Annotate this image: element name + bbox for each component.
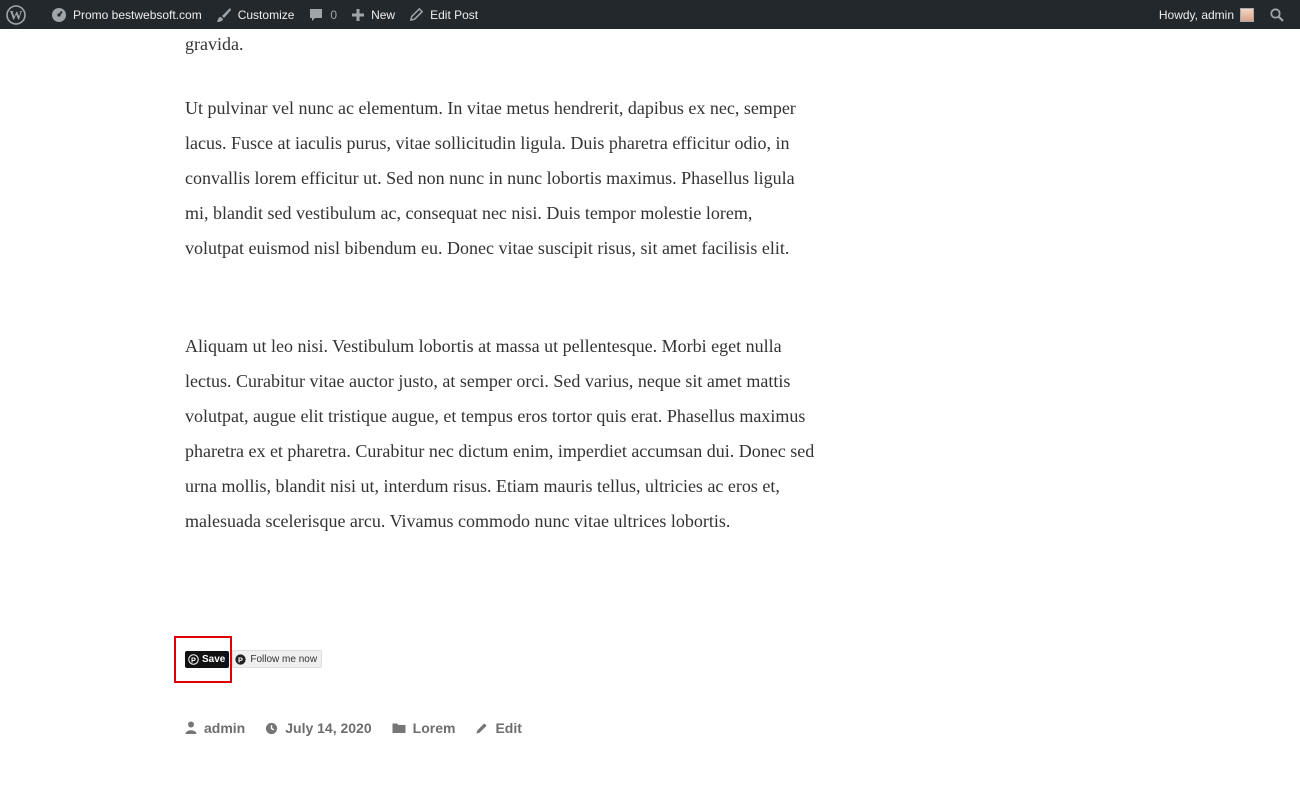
person-icon [185,721,197,735]
paintbrush-icon [216,7,232,23]
post-paragraph: Aliquam ut leo nisi. Vestibulum lobortis at massa ut pellentesque. Morbi eget nulla lectus. Curabitur vitae auctor justo, at semper orci. Sed varius, neque sit amet mattis volutpat, augue elit tristique augue, et tempus eros tortor quis erat. Phasellus maximus pharetra ex et pharetra. Curabitur nec dictum enim, imperdiet accumsan dui. Donec sed urna mollis, blandit nisi ut, interdum risus. Etiam mauris tellus, ultricies ac eros et, malesuada scelerisque arcu. Vivamus commodo nunc vitae ultrices lobortis. [185,336,815,531]
entry-meta [185,720,542,736]
howdy-label: Howdy, admin [1158,7,1234,22]
my-account-link[interactable] [1152,0,1256,29]
new-content-link[interactable] [344,0,402,29]
category-link[interactable]: Lorem [412,720,456,736]
post-paragraph: Ut pulvinar vel nunc ac elementum. In vitae metus hendrerit, dapibus ex nec, semper lacus. Fusce at iaculis purus, vitae sollicitudin ligula. Duis pharetra efficitur odio, in convallis lorem efficitur ut. Sed non nunc in nunc lobortis maximus. Phasellus ligula mi, blandit sed vestibulum ac, consequat nec nisi. Duis tempor molestie lorem, volutpat euismod nisl bibendum eu. Donec vitae suscipit risus, sit amet facilisis elit. [185,98,796,258]
clock-icon [265,722,278,735]
svg-text:W: W [9,7,23,22]
meta-category [392,720,456,736]
edit-post-link[interactable] [402,0,485,29]
highlight-box [174,636,232,683]
wordpress-icon [6,5,26,25]
search-icon [1270,8,1284,22]
pencil-icon [475,722,488,735]
plus-icon [351,8,365,22]
comments-link[interactable] [301,0,344,29]
edit-post-label: Edit Post [430,7,479,22]
adminbar-search-button[interactable] [1256,0,1300,29]
folder-icon [392,722,406,734]
avatar [1240,8,1254,22]
pinterest-follow-label: Follow me now [250,653,318,665]
admin-bar [0,0,1300,29]
comment-bubble-icon [308,7,324,23]
pencil-icon [409,7,424,22]
site-name-link[interactable] [44,0,209,29]
date-link[interactable]: July 14, 2020 [285,720,372,736]
new-label: New [371,7,396,22]
pinterest-icon [235,654,246,665]
meta-author [185,720,245,736]
meta-edit [475,720,521,736]
meta-date [265,720,371,736]
site-name: Promo bestwebsoft.com [73,7,202,22]
svg-text:P: P [238,654,244,664]
post-paragraph: gravida. [185,34,244,54]
customize-label: Customize [237,7,295,22]
customize-link[interactable] [209,0,302,29]
svg-text:P: P [191,654,196,664]
wordpress-logo-button[interactable] [0,0,44,29]
edit-link[interactable]: Edit [495,720,522,736]
pinterest-save-label: Save [202,653,226,665]
author-link[interactable]: admin [204,720,246,736]
dashboard-gauge-icon [51,7,67,23]
comments-count: 0 [330,7,338,22]
pinterest-follow-button[interactable] [232,650,322,668]
